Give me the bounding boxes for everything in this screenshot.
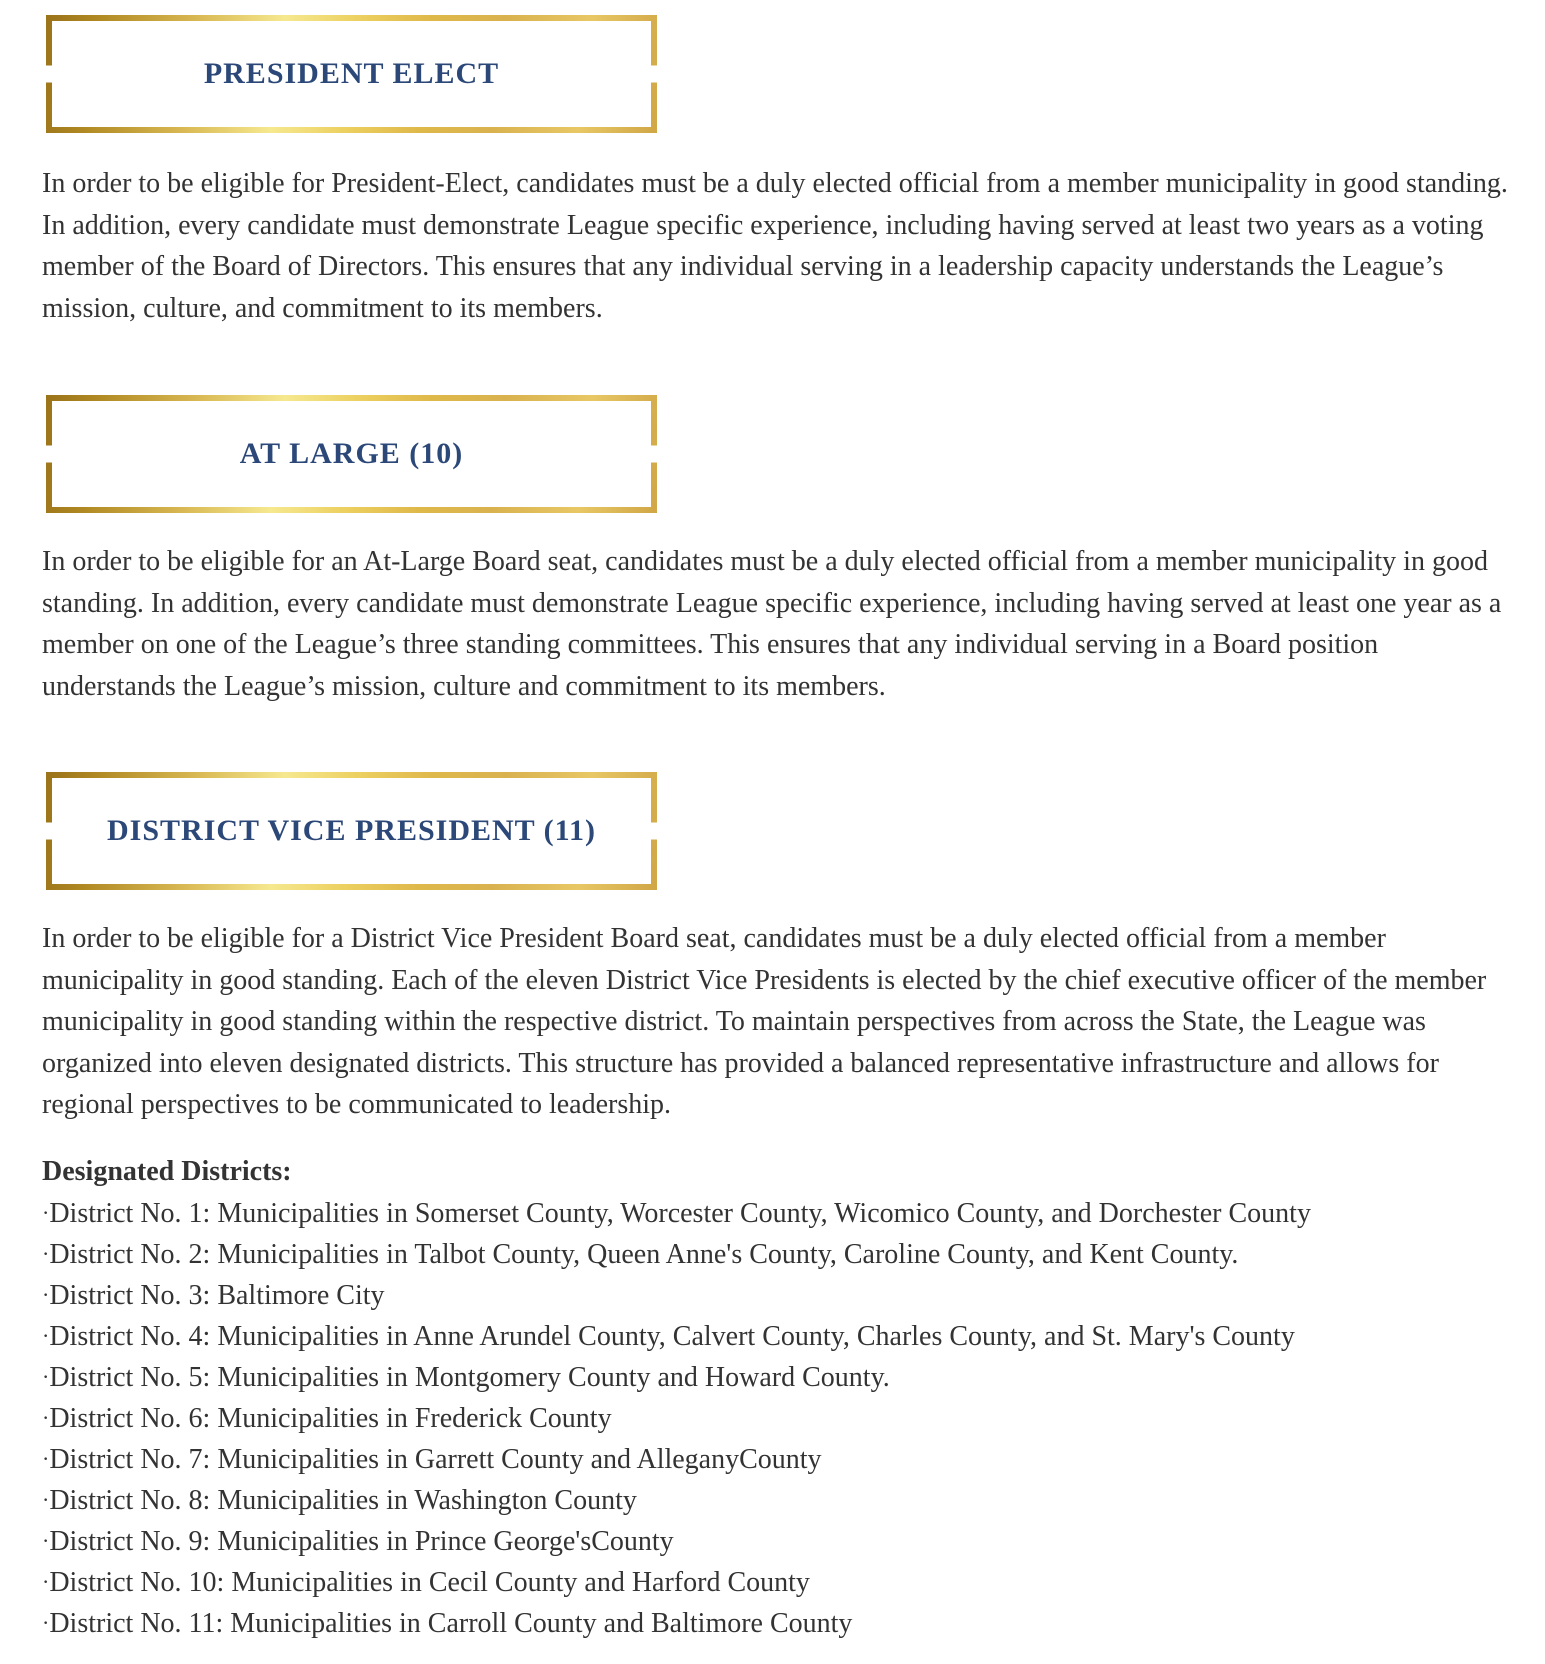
at-large-title: AT LARGE (10) [239, 437, 464, 470]
at-large-paragraph: In order to be eligible for an At-Large Board seat, candidates must be a duly elected official from a member municipality in good standing. In addition, every candidate must demonstrate League specific experience, including having served at least one year as a member on one of the League’s three standing committees. This ensures that any individual serving in a Board position understands the League’s mission, culture and commitment to its members. [42, 546, 1502, 702]
bullet-dot: · [42, 1569, 50, 1594]
district-item-5 [42, 1358, 1509, 1399]
district-item-text: District No. 5: Municipalities in Montgomery County and Howard County. [49, 1362, 890, 1393]
president-elect-header-box [46, 15, 657, 133]
designated-districts-block [42, 1150, 1509, 1645]
president-elect-paragraph: In order to be eligible for President-Elect, candidates must be a duly elected official from a member municipality in good standing. In addition, every candidate must demonstrate League specific experience, including having served at least two years as a voting member of the Board of Directors. This ensures that any individual serving in a leadership capacity understands the League’s mission, culture, and commitment to its members. [42, 168, 1508, 324]
district-item-text: District No. 8: Municipalities in Washington County [49, 1485, 637, 1516]
district-item-6 [42, 1399, 1509, 1440]
frame-notch-right [649, 823, 658, 840]
district-item-text: District No. 2: Municipalities in Talbot County, Queen Anne's County, Caroline County, and Kent County. [49, 1239, 1239, 1270]
district-item-7 [42, 1440, 1509, 1481]
district-item-text: District No. 4: Municipalities in Anne Arundel County, Calvert County, Charles County, and St. Mary's County [49, 1321, 1295, 1352]
district-vice-president-header-box [46, 772, 657, 890]
frame-notch-right [649, 446, 658, 463]
district-item-text: District No. 7: Municipalities in Garrett County and AlleganyCounty [49, 1444, 822, 1475]
frame-notch-left [45, 66, 54, 83]
district-item-1 [42, 1194, 1509, 1235]
district-item-11 [42, 1604, 1509, 1645]
district-item-text: District No. 9: Municipalities in Prince George'sCounty [49, 1526, 674, 1557]
district-item-text: District No. 3: Baltimore City [49, 1280, 385, 1311]
bullet-dot: · [42, 1364, 50, 1389]
district-item-text: District No. 1: Municipalities in Somerset County, Worcester County, Wicomico County, and Dorchester County [49, 1198, 1311, 1229]
bullet-dot: · [42, 1528, 50, 1553]
bullet-dot: · [42, 1446, 50, 1471]
frame-notch-left [45, 446, 54, 463]
district-item-text: District No. 6: Municipalities in Frederick County [49, 1403, 612, 1434]
district-item-text: District No. 10: Municipalities in Cecil County and Harford County [49, 1567, 810, 1598]
designated-districts-label: Designated Districts: [42, 1156, 292, 1187]
district-item-3 [42, 1276, 1509, 1317]
district-item-9 [42, 1522, 1509, 1563]
bullet-dot: · [42, 1610, 50, 1635]
bullet-dot: · [42, 1405, 50, 1430]
bullet-dot: · [42, 1200, 50, 1225]
district-vice-president-paragraph: In order to be eligible for a District Vice President Board seat, candidates must be a duly elected official from a member municipality in good standing. Each of the eleven District Vice Presidents is elected by the chief executive officer of the member municipality in good standing within the respective district. To maintain perspectives from across the State, the League was organized into eleven designated districts. This structure has provided a balanced representative infrastructure and allows for regional perspectives to be communicated to leadership. [42, 923, 1487, 1120]
frame-notch-left [45, 823, 54, 840]
president-elect-title: PRESIDENT ELECT [203, 57, 500, 90]
at-large-header-box [46, 395, 657, 513]
bullet-dot: · [42, 1487, 50, 1512]
district-vice-president-title: DISTRICT VICE PRESIDENT (11) [107, 814, 596, 847]
bullet-dot: · [42, 1323, 50, 1348]
bullet-dot: · [42, 1241, 50, 1266]
district-item-2 [42, 1235, 1509, 1276]
district-item-text: District No. 11: Municipalities in Carroll County and Baltimore County [49, 1608, 853, 1639]
district-item-8 [42, 1481, 1509, 1522]
district-item-10 [42, 1563, 1509, 1604]
district-item-4 [42, 1317, 1509, 1358]
bullet-dot: · [42, 1282, 50, 1307]
frame-notch-right [649, 66, 658, 83]
